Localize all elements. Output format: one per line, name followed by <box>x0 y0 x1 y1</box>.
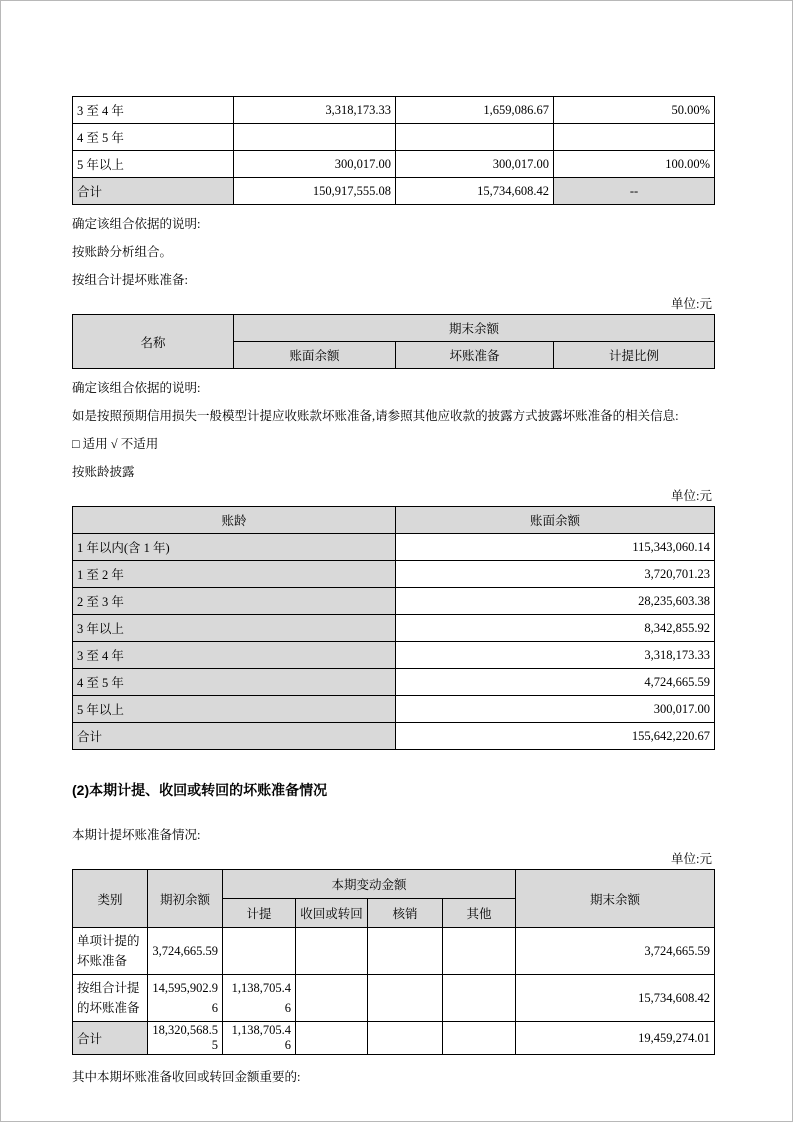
total-label-cell: 合计 <box>73 723 396 750</box>
recover-cell <box>296 928 368 975</box>
other-header-cell: 其他 <box>443 899 516 928</box>
book-balance-header-cell: 账面余额 <box>396 507 715 534</box>
recover-cell <box>296 975 368 1022</box>
bad-debt-header-cell: 坏账准备 <box>396 342 554 369</box>
table-row <box>73 928 715 975</box>
beginning-balance-header-cell: 期初余额 <box>148 870 223 928</box>
table-row <box>73 534 715 561</box>
category-header-cell: 类别 <box>73 870 148 928</box>
book-balance-cell: 3,720,701.23 <box>396 561 715 588</box>
ratio-cell: 50.00% <box>554 97 715 124</box>
total-label-cell: 合计 <box>73 1022 148 1055</box>
accrual-cell: 1,138,705.46 <box>223 1022 296 1055</box>
table-row <box>73 151 715 178</box>
provision-intro: 本期计提坏账准备情况: <box>72 828 201 842</box>
basis-note-title: 确定该组合依据的说明: <box>72 381 201 395</box>
aging-label-cell: 4 至 5 年 <box>73 669 396 696</box>
header-row <box>73 870 715 899</box>
aging-label-cell: 3 年以上 <box>73 615 396 642</box>
section-heading: (2)本期计提、收回或转回的坏账准备情况 <box>72 782 328 798</box>
aging-provision-table <box>72 96 715 205</box>
bad-debt-cell: 300,017.00 <box>396 151 554 178</box>
page-content <box>1 1 714 1086</box>
accrual-cell <box>223 928 296 975</box>
recover-header-cell: 收回或转回 <box>296 899 368 928</box>
other-cell <box>443 1022 516 1055</box>
ratio-cell <box>554 124 715 151</box>
basis-note-title: 确定该组合依据的说明: <box>72 217 201 231</box>
unit-label: 单位:元 <box>671 489 712 503</box>
other-cell <box>443 975 516 1022</box>
ending-balance-cell: 19,459,274.01 <box>516 1022 715 1055</box>
book-balance-cell: 300,017.00 <box>234 151 396 178</box>
book-balance-cell: 3,318,173.33 <box>234 97 396 124</box>
unit-label: 单位:元 <box>671 852 712 866</box>
bad-debt-cell <box>396 124 554 151</box>
category-cell: 按组合计提的坏账准备 <box>73 975 148 1022</box>
aging-label-cell: 2 至 3 年 <box>73 588 396 615</box>
beginning-balance-cell: 18,320,568.55 <box>148 1022 223 1055</box>
book-balance-cell: 115,343,060.14 <box>396 534 715 561</box>
name-header-cell: 名称 <box>73 315 234 369</box>
aging-label-cell: 3 至 4 年 <box>73 97 234 124</box>
table-row <box>73 561 715 588</box>
total-row <box>73 178 715 205</box>
aging-book-balance-table <box>72 506 715 750</box>
aging-label-cell: 3 至 4 年 <box>73 642 396 669</box>
ecl-model-note: 如是按照预期信用损失一般模型计提应收账款坏账准备,请参照其他应收款的披露方式披露坏账准备的相关信息: <box>72 409 679 423</box>
aging-disclosure-label: 按账龄披露 <box>72 465 135 479</box>
book-balance-cell: 150,917,555.08 <box>234 178 396 205</box>
table-row <box>73 615 715 642</box>
book-balance-cell: 28,235,603.38 <box>396 588 715 615</box>
table-row <box>73 642 715 669</box>
table-row <box>73 124 715 151</box>
unit-label: 单位:元 <box>671 297 712 311</box>
total-label-cell: 合计 <box>73 178 234 205</box>
accrual-header-cell: 计提 <box>223 899 296 928</box>
book-balance-cell: 8,342,855.92 <box>396 615 715 642</box>
basis-note-body: 按账龄分析组合。 <box>72 245 173 259</box>
book-balance-cell: 4,724,665.59 <box>396 669 715 696</box>
portfolio-provision-intro: 按组合计提坏账准备: <box>72 273 188 287</box>
portfolio-header-table <box>72 314 715 369</box>
bad-debt-cell: 1,659,086.67 <box>396 97 554 124</box>
category-cell: 单项计提的坏账准备 <box>73 928 148 975</box>
aging-label-cell: 5 年以上 <box>73 151 234 178</box>
recover-cell <box>296 1022 368 1055</box>
ratio-cell: -- <box>554 178 715 205</box>
writeoff-cell <box>368 1022 443 1055</box>
total-row <box>73 1022 715 1055</box>
table-row <box>73 975 715 1022</box>
period-change-header-cell: 本期变动金额 <box>223 870 516 899</box>
footer-note: 其中本期坏账准备收回或转回金额重要的: <box>72 1070 301 1084</box>
table-row <box>73 669 715 696</box>
beginning-balance-cell: 3,724,665.59 <box>148 928 223 975</box>
table-row <box>73 696 715 723</box>
writeoff-cell <box>368 975 443 1022</box>
aging-label-cell: 5 年以上 <box>73 696 396 723</box>
aging-label-cell: 4 至 5 年 <box>73 124 234 151</box>
ratio-header-cell: 计提比例 <box>554 342 715 369</box>
book-balance-cell <box>234 124 396 151</box>
ratio-cell: 100.00% <box>554 151 715 178</box>
ending-balance-cell: 3,724,665.59 <box>516 928 715 975</box>
aging-header-cell: 账龄 <box>73 507 396 534</box>
writeoff-cell <box>368 928 443 975</box>
aging-label-cell: 1 年以内(含 1 年) <box>73 534 396 561</box>
writeoff-header-cell: 核销 <box>368 899 443 928</box>
book-balance-cell: 155,642,220.67 <box>396 723 715 750</box>
table-row <box>73 97 715 124</box>
ending-balance-header-cell: 期末余额 <box>516 870 715 928</box>
header-row <box>73 315 715 342</box>
book-balance-cell: 300,017.00 <box>396 696 715 723</box>
ending-balance-cell: 15,734,608.42 <box>516 975 715 1022</box>
table-row <box>73 588 715 615</box>
beginning-balance-cell: 14,595,902.96 <box>148 975 223 1022</box>
period-end-header-cell: 期末余额 <box>234 315 715 342</box>
provision-movement-table <box>72 869 715 1055</box>
total-row <box>73 723 715 750</box>
bad-debt-cell: 15,734,608.42 <box>396 178 554 205</box>
applicability-selector: □ 适用 √ 不适用 <box>72 437 159 451</box>
header-row <box>73 507 715 534</box>
book-balance-cell: 3,318,173.33 <box>396 642 715 669</box>
book-balance-header-cell: 账面余额 <box>234 342 396 369</box>
accrual-cell: 1,138,705.46 <box>223 975 296 1022</box>
aging-label-cell: 1 至 2 年 <box>73 561 396 588</box>
other-cell <box>443 928 516 975</box>
